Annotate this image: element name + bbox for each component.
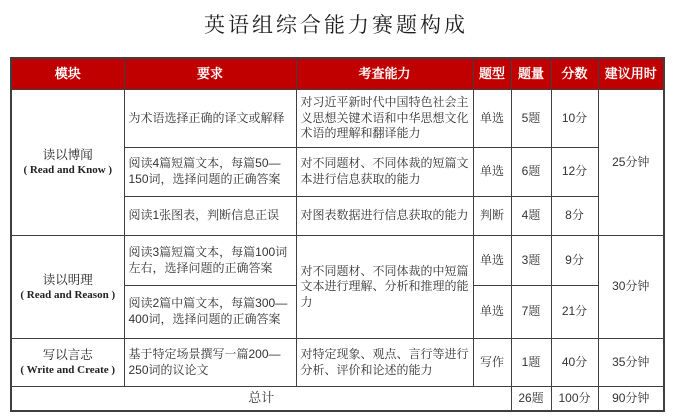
page-title: 英语组综合能力赛题构成	[204, 13, 468, 37]
header-ability: 考查能力	[296, 58, 473, 90]
requirement-cell: 阅读4篇短篇文本，每篇50—150词，选择问题的正确答案	[124, 148, 296, 197]
question-count-cell: 1题	[511, 339, 551, 387]
ability-cell-merged: 对不同题材、不同体裁的中短篇文本进行理解、分析和推理的能力	[296, 236, 473, 339]
header-suggested-time: 建议用时	[598, 58, 664, 90]
requirement-cell: 为术语选择正确的译文或解释	[124, 90, 296, 148]
header-question-count: 题量	[511, 58, 551, 90]
competition-structure-table	[10, 57, 665, 412]
question-count-cell: 7题	[511, 286, 551, 339]
module-cell-read-and-know	[11, 90, 124, 236]
question-type-cell: 单选	[473, 148, 511, 197]
total-question-count-cell: 26题	[511, 387, 551, 412]
module-name-en: ( Write and Create )	[20, 364, 116, 377]
header-row	[11, 58, 664, 90]
question-count-cell: 5题	[511, 90, 551, 148]
ability-cell: 对图表数据进行信息获取的能力	[296, 197, 473, 236]
module-name-cn: 读以博闻	[42, 148, 93, 163]
total-label-cell: 总计	[11, 387, 511, 412]
table-row	[11, 236, 664, 286]
competition-table-wrap	[10, 57, 665, 412]
requirement-cell: 基于特定场景撰写一篇200—250词的议论文	[124, 339, 296, 387]
header-question-type: 题型	[473, 58, 511, 90]
question-count-cell: 6题	[511, 148, 551, 197]
requirement-cell: 阅读3篇短篇文本，每篇100词左右，选择问题的正确答案	[124, 236, 296, 286]
question-count-cell: 3题	[511, 236, 551, 286]
ability-cell: 对习近平新时代中国特色社会主义思想关键术语和中华思想文化术语的理解和翻译能力	[296, 90, 473, 148]
header-module: 模块	[11, 58, 124, 90]
total-duration-cell: 90分钟	[598, 387, 664, 412]
question-type-cell: 单选	[473, 236, 511, 286]
question-count-cell: 4题	[511, 197, 551, 236]
question-type-cell: 写作	[473, 339, 511, 387]
question-type-cell: 判断	[473, 197, 511, 236]
module-name-en: ( Read and Reason )	[20, 288, 116, 301]
score-cell: 12分	[551, 148, 598, 197]
duration-cell: 25分钟	[598, 90, 664, 236]
module-cell-read-and-reason	[11, 236, 124, 339]
table-row	[11, 339, 664, 387]
header-score: 分数	[551, 58, 598, 90]
score-cell: 8分	[551, 197, 598, 236]
question-type-cell: 单选	[473, 286, 511, 339]
score-cell: 9分	[551, 236, 598, 286]
module-cell-write-and-create	[11, 339, 124, 387]
score-cell: 10分	[551, 90, 598, 148]
total-row	[11, 387, 664, 412]
ability-cell: 对不同题材、不同体裁的短篇文本进行信息获取的能力	[296, 148, 473, 197]
header-requirement: 要求	[124, 58, 296, 90]
table-row	[11, 90, 664, 148]
question-type-cell: 单选	[473, 90, 511, 148]
module-name-en: ( Read and Know )	[23, 164, 113, 177]
requirement-cell: 阅读2篇中篇文本，每篇300—400词，选择问题的正确答案	[124, 286, 296, 339]
score-cell: 21分	[551, 286, 598, 339]
total-score-cell: 100分	[551, 387, 598, 412]
module-name-cn: 写以言志	[42, 348, 93, 363]
duration-cell: 30分钟	[598, 236, 664, 339]
requirement-cell: 阅读1张图表，判断信息正误	[124, 197, 296, 236]
ability-cell: 对特定现象、观点、言行等进行分析、评价和论述的能力	[296, 339, 473, 387]
module-name-cn: 读以明理	[42, 272, 93, 287]
duration-cell: 35分钟	[598, 339, 664, 387]
score-cell: 40分	[551, 339, 598, 387]
